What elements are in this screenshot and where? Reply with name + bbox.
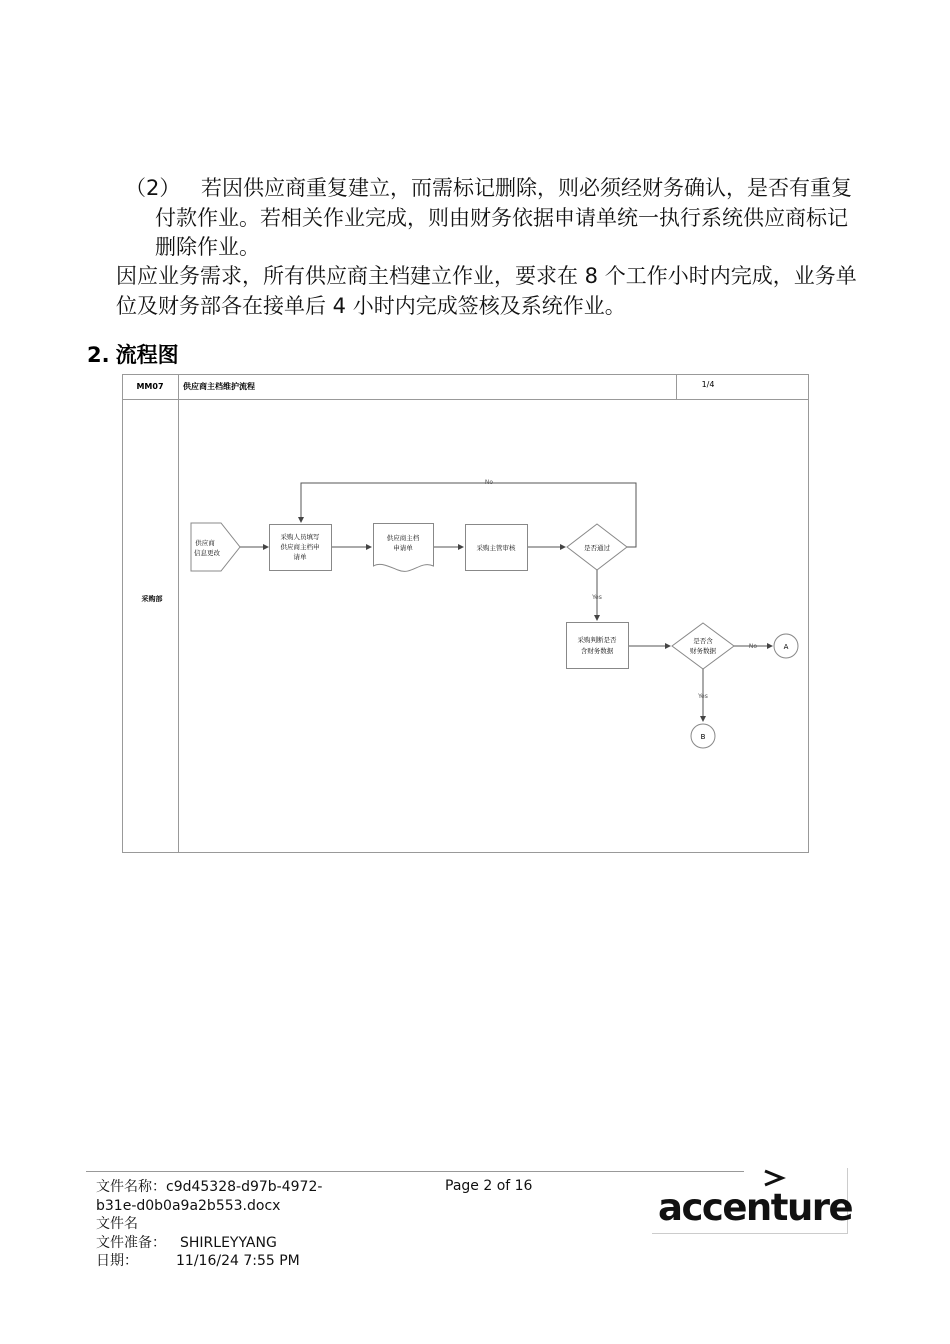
decision-financial-data [672, 623, 734, 669]
judge-label-2: 含财务数据 [580, 647, 614, 655]
yes-label-1: Yes [592, 594, 602, 601]
doc-label-1: 供应商主档 [386, 534, 420, 542]
date-value: 11/16/24 7:55 PM [176, 1253, 300, 1269]
filename-label: 文件名称： [96, 1179, 166, 1195]
list-item-number: （2） [125, 176, 181, 200]
yes-label-2: Yes [698, 693, 708, 700]
fill-label-2: 供应商主档申 [280, 543, 320, 551]
start-label-1: 供应商 [195, 539, 215, 547]
doc-label-2: 申请单 [393, 544, 413, 552]
prepared-label: 文件准备： [96, 1234, 166, 1251]
section-number: 2. [87, 343, 110, 367]
finance-label-2: 财务数据 [690, 647, 716, 655]
connector-a-label: A [783, 643, 789, 651]
judge-label-1: 采购判断是否 [577, 636, 617, 644]
footer-file-info [96, 1178, 356, 1271]
fill-label-3: 请单 [293, 553, 307, 561]
finance-label-1: 是否含 [693, 637, 713, 645]
filename-line2: 文件名 [96, 1216, 138, 1232]
start-shape [191, 523, 240, 571]
date-label: 日期： [96, 1253, 138, 1269]
no-label-top: No [484, 479, 494, 486]
review-label: 采购主管审核 [476, 544, 516, 552]
filename-value-cont: b31e-d0b0a9a2b553.docx [96, 1197, 281, 1214]
prepared-value: SHIRLEYYANG [180, 1234, 277, 1251]
footer-divider [86, 1171, 744, 1172]
fill-label-1: 采购人员填写 [280, 533, 320, 541]
flowchart-title: 供应商主档维护流程 [183, 382, 255, 391]
list-item-text: 若因供应商重复建立，而需标记删除，则必须经财务确认，是否有重复付款作业。若相关作业完成，则由财务依据申请单统一执行系统供应商标记删除作业。 [155, 176, 852, 259]
lane-label: 采购部 [141, 595, 163, 603]
start-label-2: 信息更改 [194, 549, 220, 557]
filename-value: c9d45328-d97b-4972- [166, 1179, 323, 1195]
process-judge-financial [567, 623, 629, 669]
section-title: 流程图 [115, 343, 179, 367]
body-paragraph: 因应业务需求，所有供应商主档建立作业，要求在 8 个工作小时内完成，业务单位及财务部各在接单后 4 小时内完成签核及系统作业。 [116, 264, 857, 318]
no-label-right: No [748, 643, 758, 650]
pass-label: 是否通过 [584, 544, 610, 552]
connector-b-label: B [700, 733, 706, 741]
page-number: Page 2 of 16 [445, 1178, 533, 1194]
flowchart-code: MM07 [136, 382, 164, 391]
logo-wordmark: accenture [658, 1186, 853, 1229]
flowchart-frame [123, 375, 809, 853]
accenture-logo [652, 1168, 853, 1234]
flowchart-page: 1/4 [701, 380, 715, 389]
